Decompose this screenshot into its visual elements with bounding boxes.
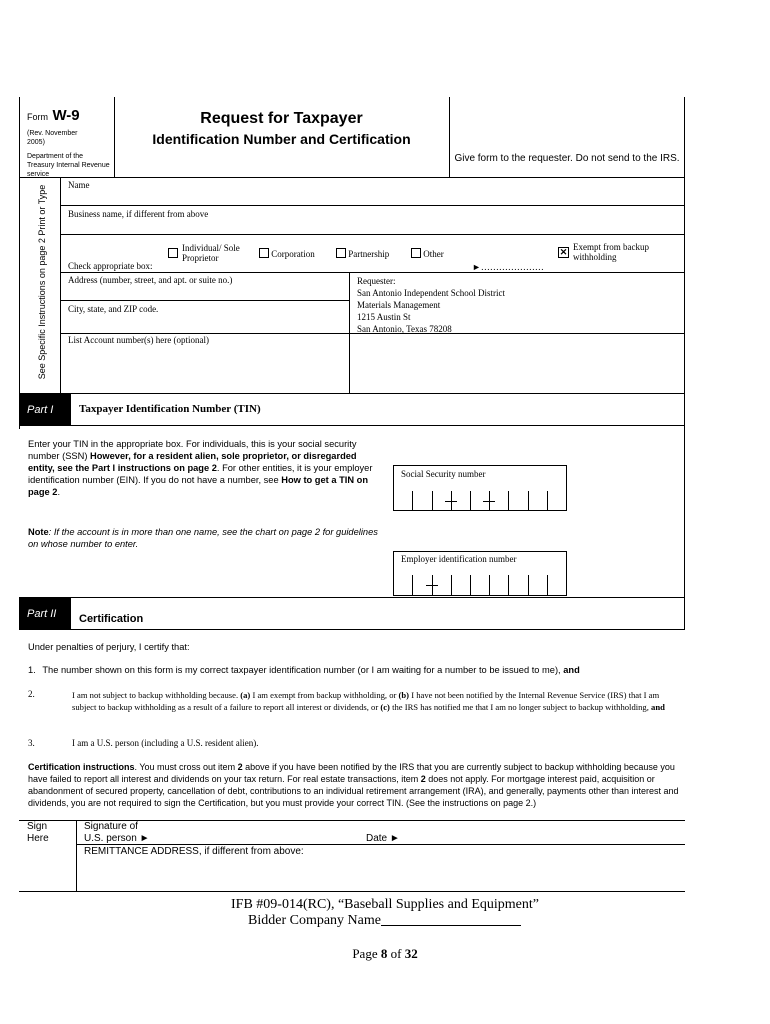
part1-note xyxy=(28,526,388,550)
ssn-tick xyxy=(547,491,548,510)
ein-box[interactable] xyxy=(393,551,567,596)
give-form-note: Give form to the requester. Do not send to the IRS. xyxy=(454,153,680,164)
cert-item-3: I am a U.S. person (including a U.S. resident alien). xyxy=(72,738,259,748)
form-subtitle: Identification Number and Certification xyxy=(152,131,411,147)
bidder-line xyxy=(248,913,521,929)
ein-tick xyxy=(412,575,413,595)
of-word: of xyxy=(390,946,402,961)
row-line-part2 xyxy=(19,597,685,598)
requester-line: Materials Management xyxy=(357,300,441,310)
ein-tick xyxy=(528,575,529,595)
form-revision: (Rev. November 2005) xyxy=(27,130,78,146)
address-label: Address (number, street, and apt. or suite no.) xyxy=(68,275,233,285)
item-text: I am exempt from backup withholding, or xyxy=(252,690,397,700)
row-line-check xyxy=(60,272,685,273)
cert-text: . You must cross out item xyxy=(134,762,236,772)
cert-item-ref: 2 xyxy=(420,774,426,784)
ifb-line: IFB #09-014(RC), “Baseball Supplies and Equipment” xyxy=(231,897,539,912)
individual-label: Individual/ Sole Proprietor xyxy=(182,243,240,263)
option-partnership[interactable] xyxy=(336,248,389,259)
form-title: Request for Taxpayer xyxy=(200,110,363,127)
name-input-area[interactable] xyxy=(61,190,684,204)
item-text: I have not been notified by the Internal Revenue Service (IRS) that I am subject to backup withholding as a result of a failure to report all interest or dividends, or xyxy=(72,690,660,712)
business-name-label: Business name, if different from above xyxy=(68,209,209,219)
header-divider-2 xyxy=(449,97,450,177)
ein-tick xyxy=(508,575,509,595)
header-bottom xyxy=(19,177,685,178)
individual-checkbox[interactable] xyxy=(168,248,178,258)
signature-label-2: U.S. person ► xyxy=(84,833,150,844)
requester-line: San Antonio Independent School District xyxy=(357,288,505,298)
cert-item-2 xyxy=(72,689,680,713)
row-line-part1 xyxy=(19,393,685,394)
part1-text-2: . For other entities, it is your employer identification number (EIN). If you do not have a number, see xyxy=(28,463,373,485)
exempt-checkbox[interactable]: ✕ xyxy=(559,247,568,257)
part1-text: Enter your TIN in the appropriate box. For individuals, this is your social security number (SSN) xyxy=(28,439,357,461)
option-corporation[interactable] xyxy=(259,248,315,259)
form-department: Department of the Treasury Internal Revenue service xyxy=(27,153,110,178)
sign-word: Sign xyxy=(27,821,48,832)
item-and: and xyxy=(563,665,580,675)
sign-bottom-line xyxy=(19,891,685,892)
item-marker: (b) xyxy=(398,690,410,700)
item-and: and xyxy=(651,702,665,712)
part2-label: Part II xyxy=(19,598,71,629)
form-word: Form xyxy=(27,112,48,122)
sign-mid-line xyxy=(76,844,685,845)
requester-line: 1215 Austin St xyxy=(357,312,411,322)
other-label: Other xyxy=(423,249,444,259)
page-current: 8 xyxy=(380,946,388,961)
ein-tick xyxy=(470,575,471,595)
part1-text-end: . xyxy=(57,487,61,497)
partnership-checkbox[interactable] xyxy=(336,248,346,258)
sidebar-divider xyxy=(60,177,61,393)
ein-tick xyxy=(489,575,490,595)
ssn-tick xyxy=(528,491,529,510)
part2-intro: Under penalties of perjury, I certify that: xyxy=(28,642,190,652)
row-line-part1-bottom xyxy=(19,425,685,426)
name-label: Name xyxy=(68,180,90,190)
ein-tick xyxy=(547,575,548,595)
form-id xyxy=(27,107,80,125)
cert-item-1 xyxy=(28,665,678,675)
row-line-business xyxy=(60,234,685,235)
city-label: City, state, and ZIP code. xyxy=(68,304,159,314)
part1-instructions xyxy=(28,438,380,498)
other-checkbox[interactable] xyxy=(411,248,421,258)
note-label: Note xyxy=(28,527,49,537)
ein-label: Employer identification number xyxy=(401,554,517,564)
date-field[interactable]: Date ► xyxy=(366,833,400,844)
bidder-blank[interactable] xyxy=(381,925,521,926)
corporation-checkbox[interactable] xyxy=(259,248,269,258)
frame-left xyxy=(19,97,20,429)
row-line-name xyxy=(60,205,685,206)
exempt-label: Exempt from backup withholding xyxy=(573,242,649,262)
option-other[interactable] xyxy=(411,248,444,259)
form-number: W-9 xyxy=(52,107,80,124)
business-name-input-area[interactable] xyxy=(61,219,684,233)
item-text: The number shown on this form is my correct taxpayer identification number (or I am waiting for a number to be issued to me), xyxy=(42,665,561,675)
signature-field[interactable] xyxy=(84,821,149,845)
item-text: the IRS has notified me that I am no longer subject to backup withholding, xyxy=(392,702,649,712)
note-text: : If the account is in more than one name, see the chart on page 2 for guidelines on whose number to enter. xyxy=(28,527,378,549)
row-line-address xyxy=(60,300,350,301)
page-word: Page xyxy=(352,946,378,961)
part1-label: Part I xyxy=(19,394,71,425)
cert-label: Certification instructions xyxy=(28,762,135,772)
requester-block xyxy=(357,275,505,335)
ssn-label: Social Security number xyxy=(401,469,486,479)
ssn-tick xyxy=(508,491,509,510)
option-exempt[interactable] xyxy=(558,242,673,262)
requester-line: Requester: xyxy=(357,276,396,286)
other-arrow-dots: ►………………… xyxy=(472,262,544,272)
ssn-tick xyxy=(432,491,433,510)
here-word: Here xyxy=(27,833,49,844)
cert-item-3-number: 3. xyxy=(28,738,35,748)
page-number xyxy=(0,946,770,962)
part1-title: Taxpayer Identification Number (TIN) xyxy=(79,403,261,415)
requester-line: San Antonio, Texas 78208 xyxy=(357,324,452,334)
ein-tick xyxy=(451,575,452,595)
item-marker: (a) xyxy=(240,690,251,700)
ssn-dash xyxy=(483,501,495,502)
sign-here-label xyxy=(27,821,49,845)
cert-item-2-number: 2. xyxy=(28,689,35,699)
part1-bold-link: How to get a TIN on page 2 xyxy=(28,475,368,497)
ssn-dash xyxy=(445,501,457,502)
partnership-label: Partnership xyxy=(348,249,390,259)
option-individual[interactable] xyxy=(168,243,252,263)
cert-text: does not apply. For mortgage interest paid, acquisition or abandonment of secured property, cancellation of debt, contributions to an individual retirement arrangement (IRA), and generally, payments other than interest and dividends, you are not required to sign the Certification, but you must provide your correct TIN. (See the instructions on page 2.) xyxy=(28,774,679,808)
ssn-box[interactable] xyxy=(393,465,567,511)
sidebar-vertical-text: See Specific Instructions on page 2 Print or Type xyxy=(37,184,47,380)
item-number: 1. xyxy=(28,665,36,675)
row-line-part2-bottom xyxy=(19,629,685,630)
sign-divider xyxy=(76,820,77,891)
bidder-label: Bidder Company Name xyxy=(248,913,381,928)
signature-label-1: Signature of xyxy=(84,821,138,832)
check-label: Check appropriate box: xyxy=(68,261,153,271)
ein-dash xyxy=(426,585,438,586)
part2-title: Certification xyxy=(79,613,144,625)
item-marker: (c) xyxy=(380,702,390,712)
ssn-tick xyxy=(412,491,413,510)
item-text: I am not subject to backup withholding because. xyxy=(72,690,239,700)
remittance-label: REMITTANCE ADDRESS, if different from above: xyxy=(84,846,304,857)
requester-divider xyxy=(349,272,350,393)
cert-item-ref: 2 xyxy=(237,762,243,772)
certification-instructions xyxy=(28,761,680,809)
cert-text: above if you have been notified by the IRS that you are currently subject to backup withholding because you have failed to report all interest and dividends on your tax return. For real estate transactions, item xyxy=(28,762,675,784)
part1-bold-text: However, for a resident alien, sole proprietor, or disregarded entity, see the Part I instructions on page 2 xyxy=(28,451,357,473)
corporation-label: Corporation xyxy=(271,249,315,259)
page-total: 32 xyxy=(404,946,418,961)
ssn-tick xyxy=(470,491,471,510)
account-label: List Account number(s) here (optional) xyxy=(68,335,209,345)
